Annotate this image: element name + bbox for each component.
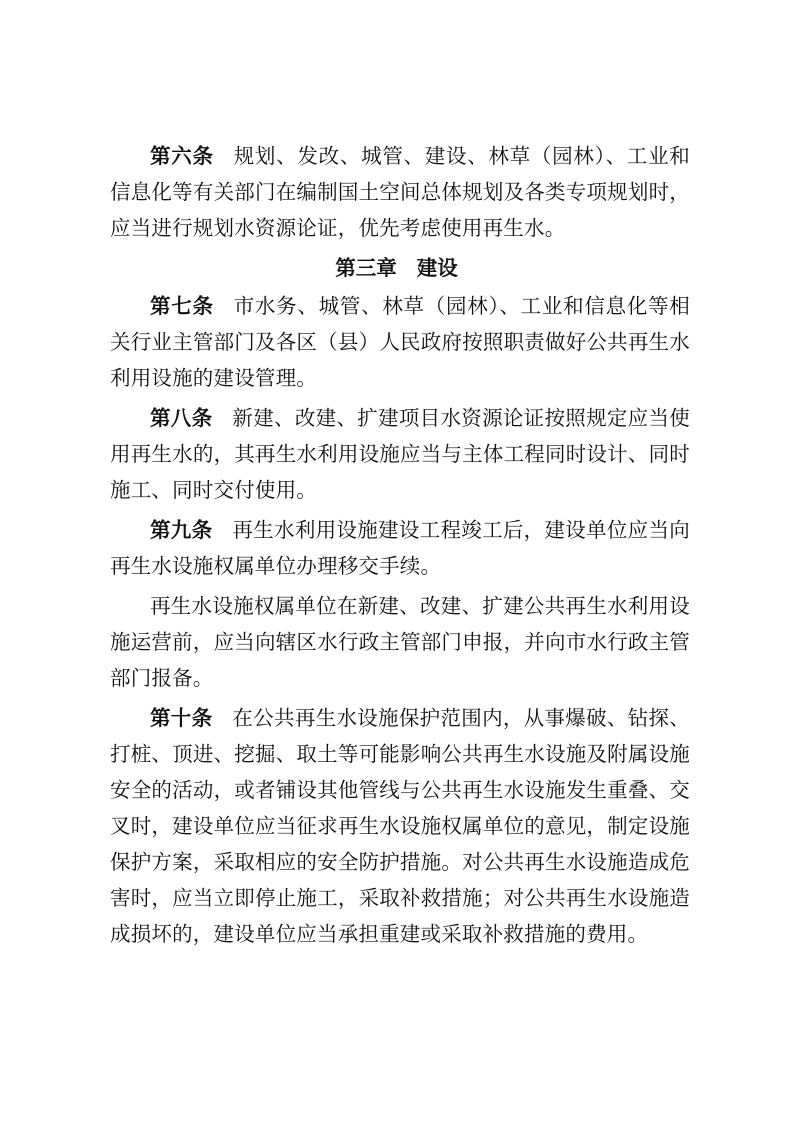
article-10-text-1: 在公共再生水设施保护范围内，从事爆破、钻探、 xyxy=(232,706,690,730)
article-8-line-1 xyxy=(150,404,690,432)
article-7-line-3: 利用设施的建设管理。 xyxy=(110,366,317,390)
article-6-text-1: 规划、发改、城管、建设、林草（园林）、工业和 xyxy=(233,144,690,168)
article-10-line-3: 安全的活动，或者铺设其他管线与公共再生水设施发生重叠、交 xyxy=(110,778,690,802)
article-9-para2-line-1: 再生水设施权属单位在新建、改建、扩建公共再生水利用设 xyxy=(150,594,690,618)
article-6-line-1 xyxy=(150,142,690,170)
article-7-line-1 xyxy=(150,292,690,320)
article-8-line-2: 用再生水的，其再生水利用设施应当与主体工程同时设计、同时 xyxy=(110,442,690,466)
article-7-text-1: 市水务、城管、林草（园林）、工业和信息化等相 xyxy=(233,294,690,318)
article-8-label: 第八条 xyxy=(150,406,213,430)
article-10-line-5: 保护方案，采取相应的安全防护措施。对公共再生水设施造成危 xyxy=(110,850,690,874)
article-9-label: 第九条 xyxy=(150,518,213,542)
article-9-para2-line-3: 部门报备。 xyxy=(110,666,214,690)
chapter-title: 建设 xyxy=(416,256,458,280)
article-10-label: 第十条 xyxy=(150,706,213,730)
article-7-label: 第七条 xyxy=(150,294,214,318)
article-10-line-4: 叉时，建设单位应当征求再生水设施权属单位的意见，制定设施 xyxy=(110,814,690,838)
article-9-line-2: 再生水设施权属单位办理移交手续。 xyxy=(110,554,442,578)
article-10-line-7: 成损坏的，建设单位应当承担重建或采取补救措施的费用。 xyxy=(110,922,649,946)
article-9-text-1: 再生水利用设施建设工程竣工后，建设单位应当向 xyxy=(232,518,690,542)
article-8-line-3: 施工、同时交付使用。 xyxy=(110,478,317,502)
chapter-heading xyxy=(0,254,793,282)
article-9-para2-line-2: 施运营前，应当向辖区水行政主管部门申报，并向市水行政主管 xyxy=(110,630,690,654)
article-10-line-2: 打桩、顶进、挖掘、取土等可能影响公共再生水设施及附属设施 xyxy=(110,742,690,766)
article-10-line-1 xyxy=(150,704,690,732)
article-6-label: 第六条 xyxy=(150,144,214,168)
article-8-text-1: 新建、改建、扩建项目水资源论证按照规定应当使 xyxy=(232,406,690,430)
article-6-line-2: 信息化等有关部门在编制国土空间总体规划及各类专项规划时， xyxy=(110,180,690,204)
article-9-line-1 xyxy=(150,516,690,544)
article-10-line-6: 害时，应当立即停止施工，采取补救措施；对公共再生水设施造 xyxy=(110,886,690,910)
chapter-number: 第三章 xyxy=(335,256,397,280)
article-6-line-3: 应当进行规划水资源论证，优先考虑使用再生水。 xyxy=(110,216,566,240)
article-7-line-2: 关行业主管部门及各区（县）人民政府按照职责做好公共再生水 xyxy=(110,330,690,354)
